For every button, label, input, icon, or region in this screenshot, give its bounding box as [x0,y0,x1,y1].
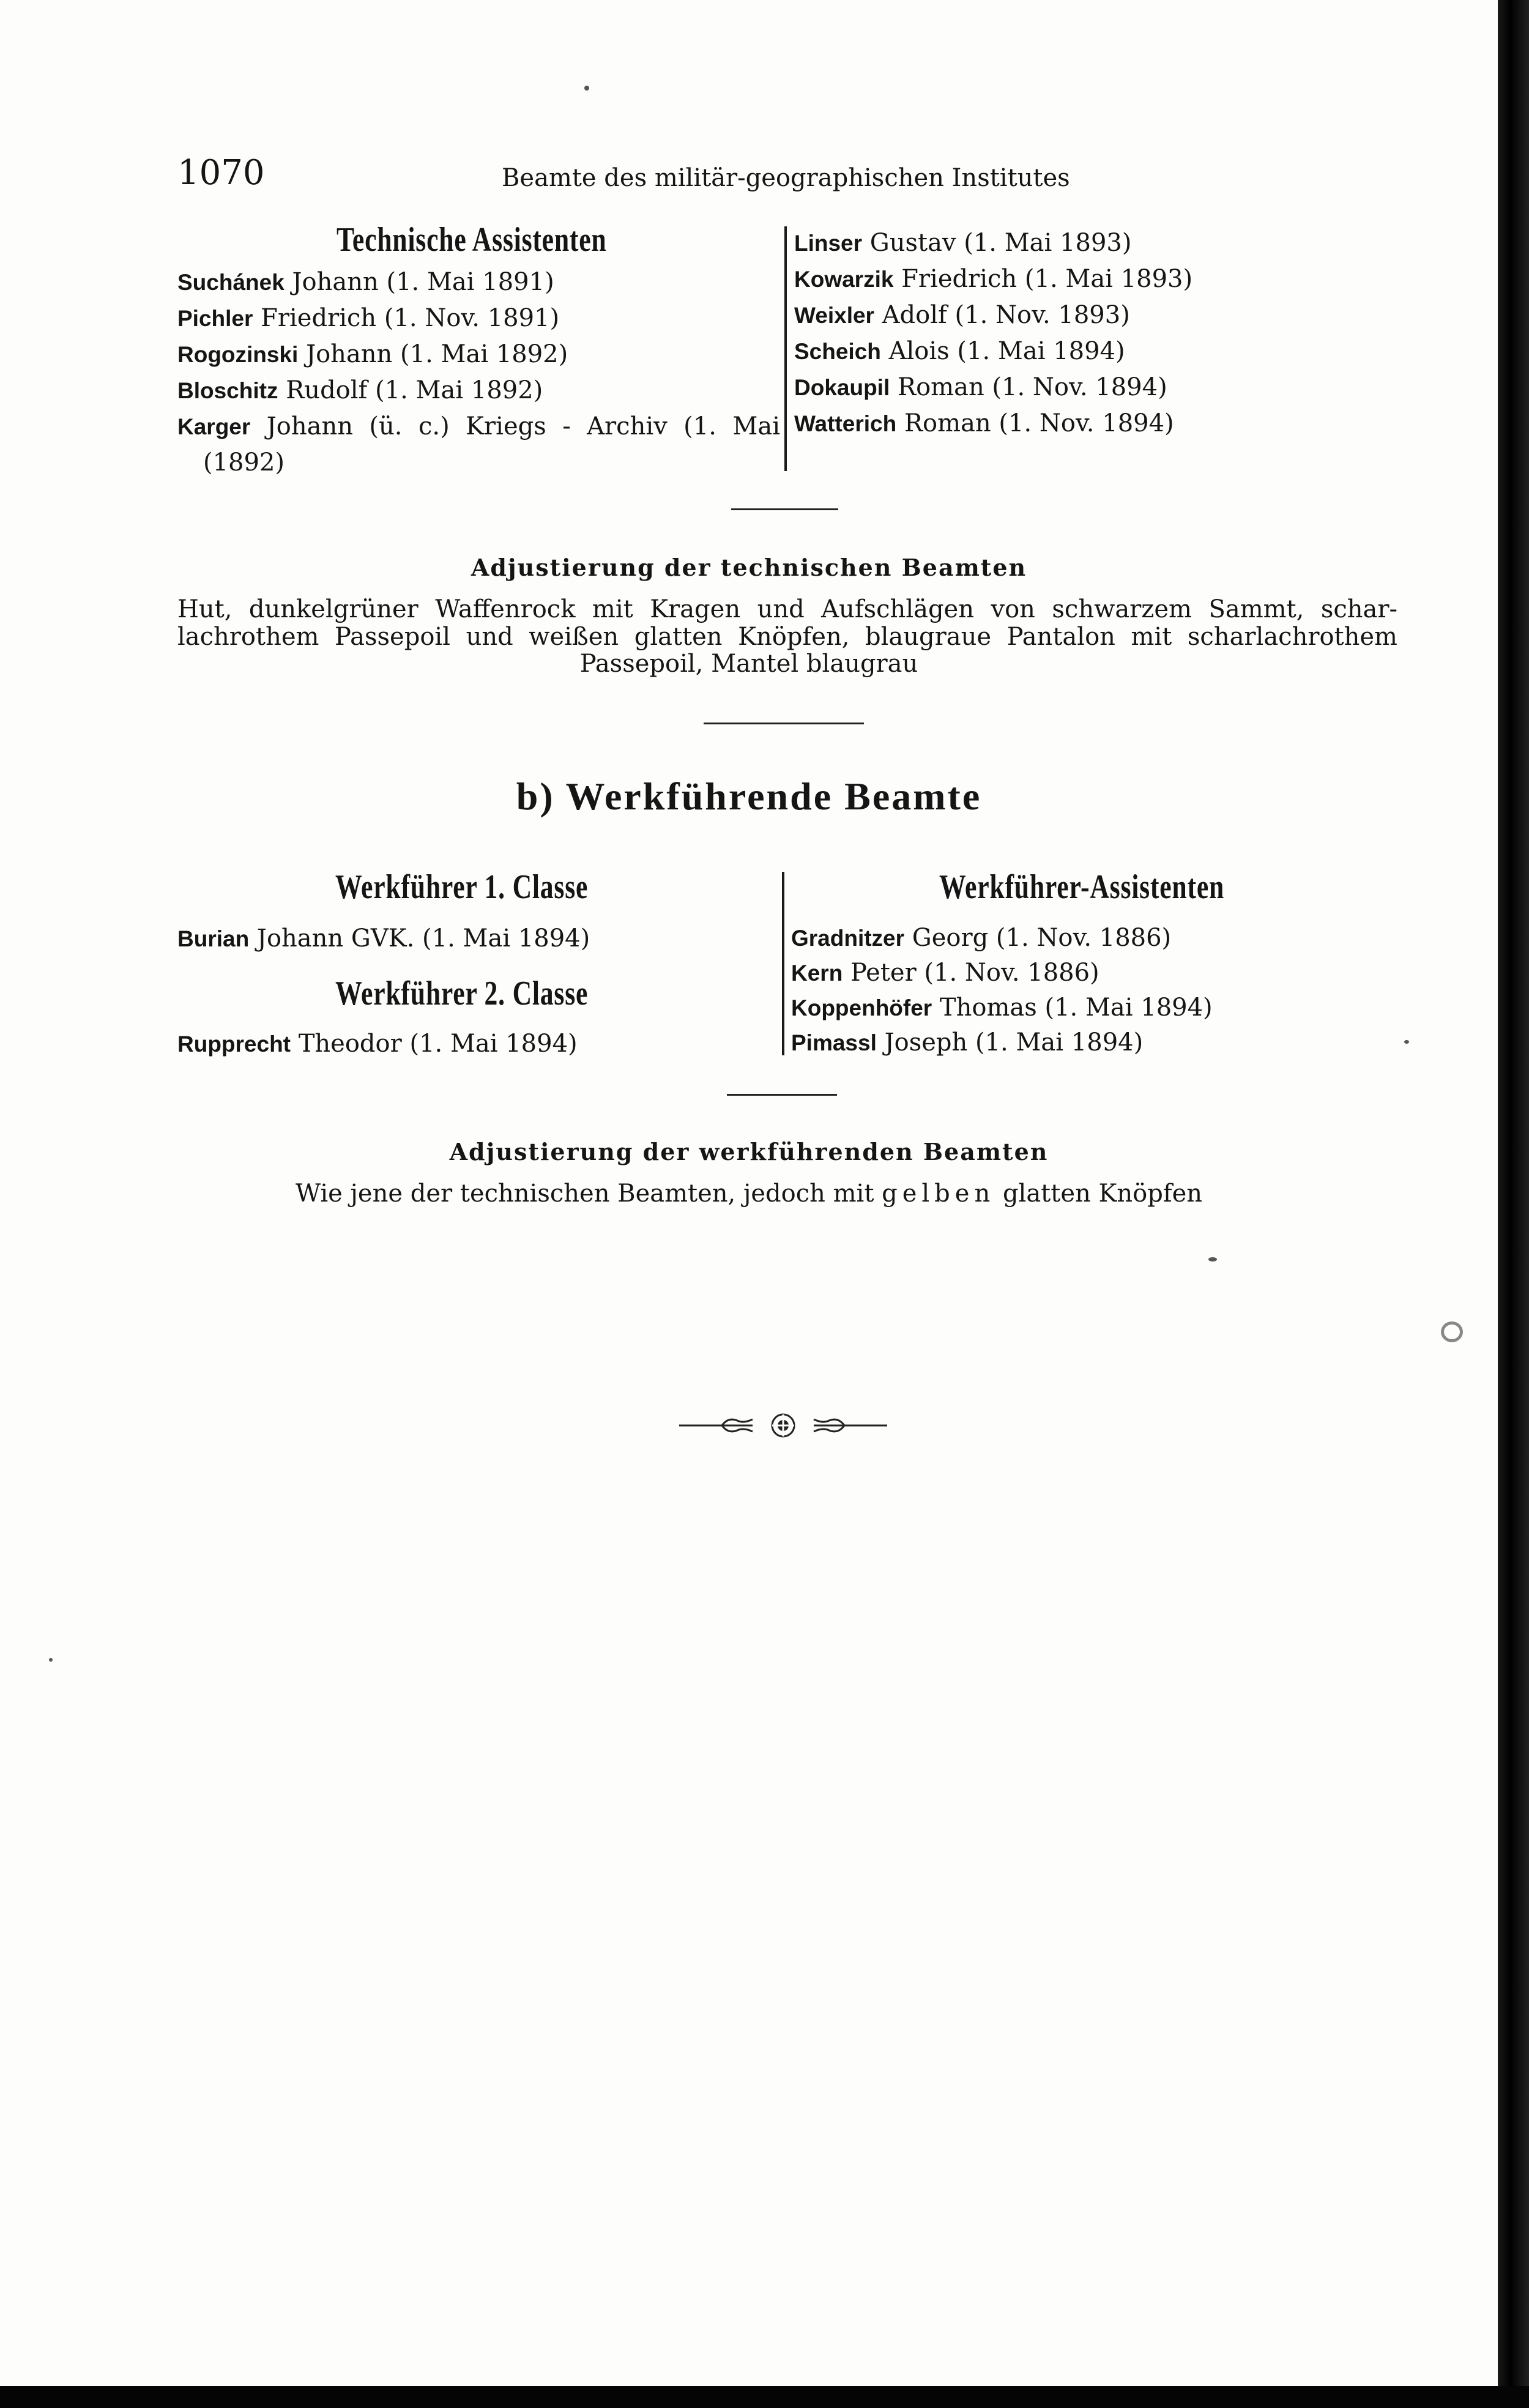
list-item: Burian Johann GVK. (1. Mai 1894) [177,924,590,953]
list-item: Scheich Alois (1. Mai 1894) [794,337,1125,365]
section-divider [731,508,838,510]
heading-adjustierung-werkfuehrend: Adjustierung der werkführenden Beamten [449,1138,1049,1165]
paragraph-line-1: Hut, dunkelgrüner Waffenrock mit Kragen und Aufschlägen von schwarzem Sammt, schar- [177,595,1397,623]
speck [1404,1040,1409,1044]
list-item: Suchánek Johann (1. Mai 1891) [177,268,554,296]
technische-right-list [794,225,1192,442]
section-divider [704,723,864,724]
heading-werkfuehrer-2: Werkführer 2. Classe [335,975,589,1013]
list-item: Pimassl Joseph (1. Mai 1894) [791,1028,1144,1057]
list-item: Linser Gustav (1. Mai 1893) [794,229,1132,257]
list-item: Koppenhöfer Thomas (1. Mai 1894) [791,994,1213,1022]
list-item: Kern Peter (1. Nov. 1886) [791,959,1099,987]
list-item: Rogozinski Johann (1. Mai 1892) [177,340,568,368]
paragraph-line-3: Passepoil, Mantel blaugrau [579,650,918,678]
list-item: Karger Johann (ü. c.) Kriegs - Archiv (1. Mai [177,412,780,440]
heading-adjustierung-technisch: Adjustierung der technischen Beamten [471,554,1027,581]
ornament-icon [679,1407,887,1444]
assistenten-list [791,921,1213,1060]
heading-technische-assistenten: Technische Assistenten [337,221,607,259]
page-number: 1070 [177,153,265,193]
running-head: Beamte des militär-geographischen Institutes [502,164,1070,192]
heading-werkfuehrer-assistenten: Werkführer-Assistenten [939,868,1225,906]
paragraph-werkfuehrend: Wie jene der technischen Beamten, jedoch mit gelben glatten Knöpfen [295,1180,1203,1208]
list-item: Rupprecht Theodor (1. Mai 1894) [177,1030,578,1058]
speck [1208,1257,1217,1262]
list-item: Pichler Friedrich (1. Nov. 1891) [177,304,560,332]
column-divider [782,872,784,1055]
list-item: Kowarzik Friedrich (1. Mai 1893) [794,265,1193,293]
list-item: Dokaupil Roman (1. Nov. 1894) [794,373,1167,401]
list-item: Bloschitz Rudolf (1. Mai 1892) [177,376,543,404]
heading-werkfuehrer-1: Werkführer 1. Classe [335,868,589,906]
technische-left-list [177,264,780,480]
section-divider [727,1094,837,1096]
speck [49,1658,53,1662]
heading-werkfuehrende-beamte: b) Werkführende Beamte [516,775,982,818]
binding-edge [1498,0,1529,2408]
list-item-continuation: (1892) [203,448,285,477]
speck [584,86,589,91]
list-item: Gradnitzer Georg (1. Nov. 1886) [791,924,1172,952]
paragraph-line-2: lachrothem Passepoil und weißen glatten Knöpfen, blaugraue Pantalon mit scharlachrothem [177,623,1397,651]
list-item: Weixler Adolf (1. Nov. 1893) [794,301,1130,329]
column-divider [784,226,787,471]
speck [1441,1321,1463,1342]
bottom-edge [0,2386,1529,2408]
list-item: Watterich Roman (1. Nov. 1894) [794,409,1174,437]
